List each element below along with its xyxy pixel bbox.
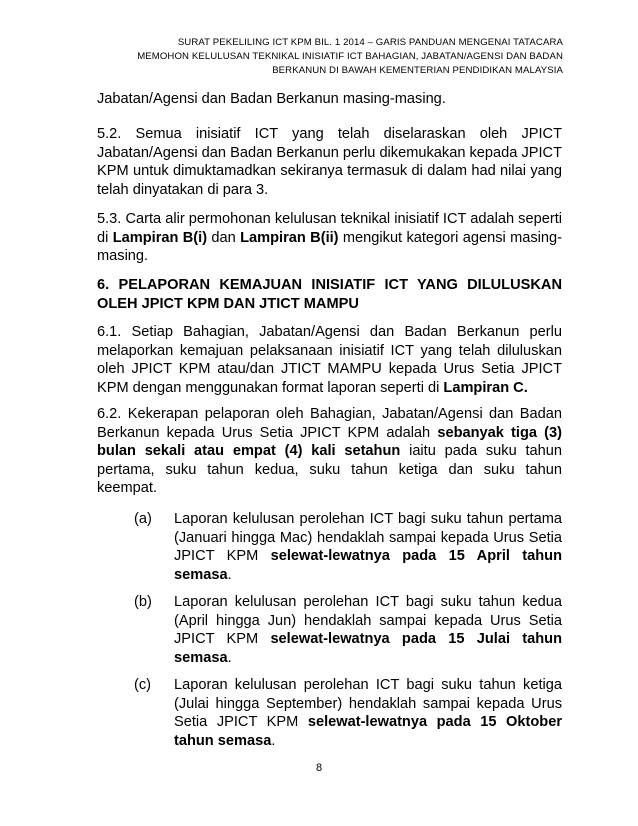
paragraph-6-1: 6.1. Setiap Bahagian, Jabatan/Agensi dan Badan Berkanun perlu melaporkan kemajuan pelaksanaan inisiatif ICT yang telah diluluskan oleh JPICT KPM atau/dan JTICT MAMPU kepada Urus Setia JPICT KPM dengan menggunakan format laporan seperti di Lampiran C. — [97, 324, 562, 396]
document-header — [88, 36, 563, 78]
paragraph-continuation: Jabatan/Agensi dan Badan Berkanun masing-masing. — [97, 91, 446, 107]
header-line-2: MEMOHON KELULUSAN TEKNIKAL INISIATIF ICT BAHAGIAN, JABATAN/AGENSI DAN BADAN — [137, 51, 563, 62]
paragraph-5-3: 5.3. Carta alir permohonan kelulusan teknikal inisiatif ICT adalah seperti di Lampiran B(i) dan Lampiran B(ii) mengikut kategori agensi masing-masing. — [97, 211, 562, 264]
header-line-1: SURAT PEKELILING ICT KPM BIL. 1 2014 – GARIS PANDUAN MENGENAI TATACARA — [177, 37, 563, 48]
list-item-label: (b) — [134, 594, 152, 610]
list-item-text: Laporan kelulusan perolehan ICT bagi suku tahun ketiga (Julai hingga September) hendaklah sampai kepada Urus Setia JPICT KPM selewat-lewatnya pada 15 Oktober tahun semasa. — [174, 677, 562, 749]
paragraph-6-2: 6.2. Kekerapan pelaporan oleh Bahagian, Jabatan/Agensi dan Badan Berkanun kepada Urus Setia JPICT KPM adalah sebanyak tiga (3) bulan sekali atau empat (4) kali setahun iaitu pada suku tahun pertama, suku tahun kedua, suku tahun ketiga dan suku tahun keempat. — [97, 406, 562, 496]
header-line-3: BERKANUN DI BAWAH KEMENTERIAN PENDIDIKAN MALAYSIA — [272, 65, 563, 76]
page-number: 8 — [315, 762, 323, 774]
section-6-heading: 6. PELAPORAN KEMAJUAN INISIATIF ICT YANG DILULUSKAN OLEH JPICT KPM DAN JTICT MAMPU — [97, 277, 562, 312]
list-item-label: (a) — [134, 511, 152, 527]
list-item-text: Laporan kelulusan perolehan ICT bagi suku tahun pertama (Januari hingga Mac) hendaklah sampai kepada Urus Setia JPICT KPM selewat-lewatnya pada 15 April tahun semasa. — [174, 511, 563, 583]
list-item-text: Laporan kelulusan perolehan ICT bagi suku tahun kedua (April hingga Jun) hendaklah sampai kepada Urus Setia JPICT KPM selewat-lewatnya pada 15 Julai tahun semasa. — [174, 594, 562, 666]
paragraph-5-2: 5.2. Semua inisiatif ICT yang telah diselaraskan oleh JPICT Jabatan/Agensi dan Badan Berkanun perlu dikemukakan kepada JPICT KPM untuk dimuktamadkan sekiranya termasuk di dalam had nilai yang telah dinyatakan di para 3. — [97, 126, 562, 198]
list-item-label: (c) — [134, 677, 152, 693]
